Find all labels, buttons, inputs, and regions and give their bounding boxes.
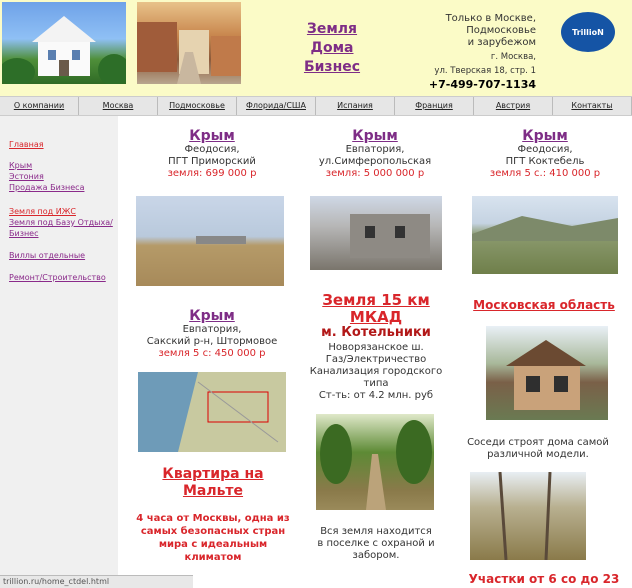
brand-title[interactable]: [290, 20, 374, 77]
sidebar-business-sale[interactable]: Продажа Бизнеса: [9, 183, 85, 192]
listing-map-shtormovoe[interactable]: [138, 372, 286, 452]
trillion-logo[interactable]: [561, 12, 615, 52]
listing-crimea-evpatoria[interactable]: [300, 128, 450, 180]
mkad-title-line[interactable]: Земля 15 км: [322, 291, 430, 309]
listing-crimea-primorsky[interactable]: [132, 128, 292, 180]
listing-price: земля 5 с: 450 000 р: [158, 348, 266, 359]
contact-line: Только в Москве,: [445, 13, 536, 24]
listing-price: земля: 699 000 р: [167, 168, 257, 179]
malta-desc-line: климатом: [184, 552, 242, 563]
moscow-region-desc-line: различной модели.: [487, 449, 589, 460]
listing-location: Евпатория,: [345, 144, 405, 155]
logo-text: TrillioN: [572, 27, 604, 37]
listing-location: Сакский р-н, Штормовое: [146, 336, 278, 347]
malta-desc-line: 4 часа от Москвы, одна из: [136, 513, 290, 524]
moscow-region-house-photo[interactable]: [486, 326, 608, 420]
malta-title-line[interactable]: Мальте: [182, 483, 244, 499]
status-url: trillion.ru/home_ctdel.html: [3, 577, 110, 586]
status-bar: [0, 575, 193, 588]
listing-photo-koktebel[interactable]: [472, 196, 618, 274]
mkad-subtitle: м. Котельники: [321, 325, 431, 340]
mkad-detail: Газ/Электричество: [325, 354, 427, 365]
mkad-detail: Новорязанское ш.: [328, 342, 424, 353]
mkad-title[interactable]: [304, 292, 448, 326]
contact-address: ул. Тверская 18, стр. 1: [434, 66, 536, 76]
sidebar-repair[interactable]: Ремонт/Строительство: [9, 273, 106, 282]
listing-location: Феодосия,: [184, 144, 240, 155]
malta-desc-line: самых безопасных стран: [140, 526, 286, 537]
malta-description: [132, 512, 294, 564]
listing-crimea-shtormovoe[interactable]: [132, 308, 292, 360]
listing-location: Евпатория,: [182, 324, 242, 335]
listing-title[interactable]: Крым: [522, 128, 568, 144]
contact-phone: +7-499-707-1134: [428, 78, 536, 91]
contact-block: [429, 13, 536, 91]
contact-line: Подмосковье: [466, 25, 536, 36]
brand-line-land[interactable]: Земля: [306, 21, 358, 37]
moscow-region-title[interactable]: Московская область: [473, 298, 615, 312]
malta-desc-line: мира с идеальным: [158, 539, 268, 550]
mkad-photo[interactable]: [316, 414, 434, 510]
mkad-desc-line: в поселке с охраной и: [317, 538, 435, 549]
moscow-region-desc-line: Соседи строят дома самой: [467, 437, 609, 448]
nav-austria[interactable]: Австрия: [474, 97, 553, 115]
listing-title[interactable]: Крым: [189, 128, 235, 144]
listing-location: Феодосия,: [517, 144, 573, 155]
listing-price: земля 5 с.: 410 000 р: [489, 168, 601, 179]
top-nav: [0, 96, 632, 116]
sidebar-crimea[interactable]: Крым: [9, 161, 33, 170]
mkad-title-line[interactable]: МКАД: [349, 308, 403, 326]
mkad-detail: типа: [363, 378, 389, 389]
nav-moscow[interactable]: Москва: [79, 97, 158, 115]
moscow-region-land-photo[interactable]: [470, 472, 586, 560]
sidebar-villas[interactable]: Виллы отдельные: [9, 251, 86, 260]
brand-line-business[interactable]: Бизнес: [303, 59, 361, 75]
mkad-desc-line: Вся земля находится: [320, 526, 432, 537]
brand-line-houses[interactable]: Дома: [310, 40, 354, 56]
listing-location: ул.Симферопольская: [318, 156, 432, 167]
listing-price: земля: 5 000 000 р: [325, 168, 425, 179]
nav-florida[interactable]: Флорида/США: [237, 97, 316, 115]
moscow-region-plots-title[interactable]: Участки от 6 со до 23: [468, 572, 620, 586]
sidebar-izhs[interactable]: Земля под ИЖС: [9, 207, 76, 216]
listing-photo-evpatoria[interactable]: [310, 196, 442, 270]
listing-location: ПГТ Приморский: [168, 156, 256, 167]
mkad-detail: Канализация городского: [309, 366, 443, 377]
listing-photo-primorsky[interactable]: [136, 196, 284, 286]
mkad-desc-line: забором.: [352, 550, 400, 561]
contact-line: и зарубежом: [467, 37, 536, 48]
nav-france[interactable]: Франция: [395, 97, 474, 115]
mkad-details: [304, 342, 448, 402]
contact-city: г. Москва,: [490, 52, 536, 62]
header: [0, 0, 632, 96]
nav-moscow-region[interactable]: Подмосковье: [158, 97, 237, 115]
mkad-description: [304, 526, 448, 562]
listing-title[interactable]: Крым: [352, 128, 398, 144]
house-image: [2, 2, 126, 84]
sidebar-base[interactable]: Земля под Базу Отдыха/ Бизнес: [9, 218, 113, 238]
malta-title-line[interactable]: Квартира на: [162, 466, 264, 482]
listing-location: ПГТ Коктебель: [505, 156, 585, 167]
nav-about[interactable]: О компании: [0, 97, 79, 115]
nav-contacts[interactable]: Контакты: [553, 97, 632, 115]
sidebar-estonia[interactable]: Эстония: [9, 172, 44, 181]
listing-crimea-koktebel[interactable]: [470, 128, 620, 180]
moscow-region-description: [466, 437, 610, 461]
sidebar-main[interactable]: Главная: [9, 140, 44, 149]
malta-title[interactable]: [140, 466, 286, 500]
mkad-detail: Ст-ть: от 4.2 млн. руб: [318, 390, 434, 401]
sidebar: [0, 116, 118, 587]
nav-spain[interactable]: Испания: [316, 97, 395, 115]
listing-title[interactable]: Крым: [189, 308, 235, 324]
street-image: [137, 2, 241, 84]
